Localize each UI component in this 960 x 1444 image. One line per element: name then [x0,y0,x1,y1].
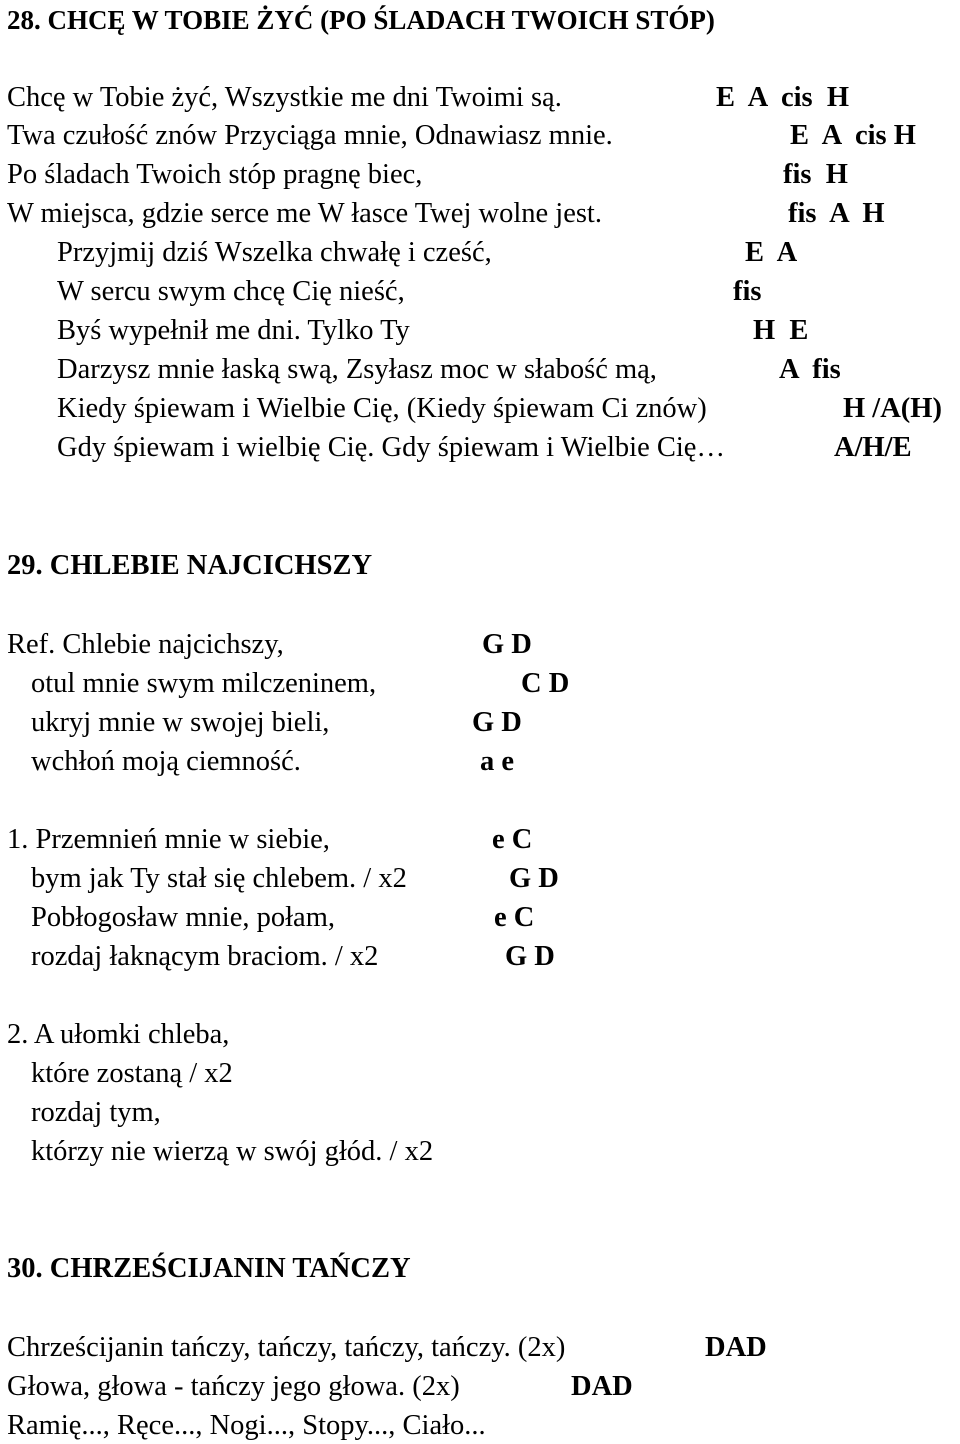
chord-text: H E [753,315,809,346]
lyric-text: W miejsca, gdzie serce me W łasce Twej wolne jest. [7,198,602,229]
lyric-text: ukryj mnie w swojej bieli, [31,707,330,738]
chord-text: G D [482,629,532,660]
lyric-text: 1. Przemnień mnie w siebie, [7,824,330,855]
lyric-text: które zostaną / x2 [31,1058,233,1089]
chord-text: e C [494,902,535,933]
lyric-text: Chrześcijanin tańczy, tańczy, tańczy, tańczy. (2x) [7,1332,566,1363]
chord-text: G D [472,707,522,738]
chord-text: DAD [705,1332,767,1363]
chord-text: fis H [783,159,848,190]
chord-text: E A cis H [716,82,850,113]
lyric-text: Darzysz mnie łaską swą, Zsyłasz moc w słabość mą, [57,354,657,385]
chord-text: C D [521,668,570,699]
lyric-text: rozdaj łaknącym braciom. / x2 [31,941,379,972]
lyric-text: Ref. Chlebie najcichszy, [7,629,284,660]
chord-text: E A [745,237,798,268]
chord-text: G D [509,863,559,894]
lyric-text: Chcę w Tobie żyć, Wszystkie me dni Twoimi są. [7,82,562,113]
chord-text: H /A(H) [843,393,942,424]
song-title: 28. CHCĘ W TOBIE ŻYĆ (PO ŚLADACH TWOICH STÓP) [7,5,715,35]
chord-text: e C [492,824,533,855]
chord-text: A fis [779,354,841,385]
song-title: 30. CHRZEŚCIJANIN TAŃCZY [7,1253,411,1284]
lyric-text: Przyjmij dziś Wszelka chwałę i cześć, [57,237,492,268]
lyric-text: którzy nie wierzą w swój głód. / x2 [31,1136,434,1167]
lyric-text: Kiedy śpiewam i Wielbie Cię, (Kiedy śpiewam Ci znów) [57,393,707,424]
chord-text: fis [733,276,762,307]
lyric-text: rozdaj tym, [31,1097,161,1128]
lyric-text: Twa czułość znów Przyciąga mnie, Odnawiasz mnie. [7,120,613,151]
lyric-text: Ramię..., Ręce..., Nogi..., Stopy..., Ciało... [7,1410,486,1441]
lyric-text: wchłoń moją ciemność. [31,746,301,777]
chord-text: A/H/E [834,432,912,463]
chord-text: G D [505,941,555,972]
song-title: 29. CHLEBIE NAJCICHSZY [7,550,373,581]
chord-text: E A cis H [790,120,916,151]
lyric-text: Głowa, głowa - tańczy jego głowa. (2x) [7,1371,460,1402]
lyric-text: W sercu swym chcę Cię nieść, [57,276,405,307]
lyric-text: Po śladach Twoich stóp pragnę biec, [7,159,423,190]
lyric-text: 2. A ułomki chleba, [7,1019,230,1050]
chord-text: fis A H [788,198,885,229]
lyric-text: bym jak Ty stał się chlebem. / x2 [31,863,407,894]
chord-text: a e [480,746,515,777]
lyric-text: Byś wypełnił me dni. Tylko Ty [57,315,410,346]
lyric-text: Pobłogosław mnie, połam, [31,902,335,933]
lyric-text: Gdy śpiewam i wielbię Cię. Gdy śpiewam i Wielbie Cię… [57,432,725,463]
chord-text: DAD [571,1371,633,1402]
lyric-text: otul mnie swym milczeninem, [31,668,377,699]
